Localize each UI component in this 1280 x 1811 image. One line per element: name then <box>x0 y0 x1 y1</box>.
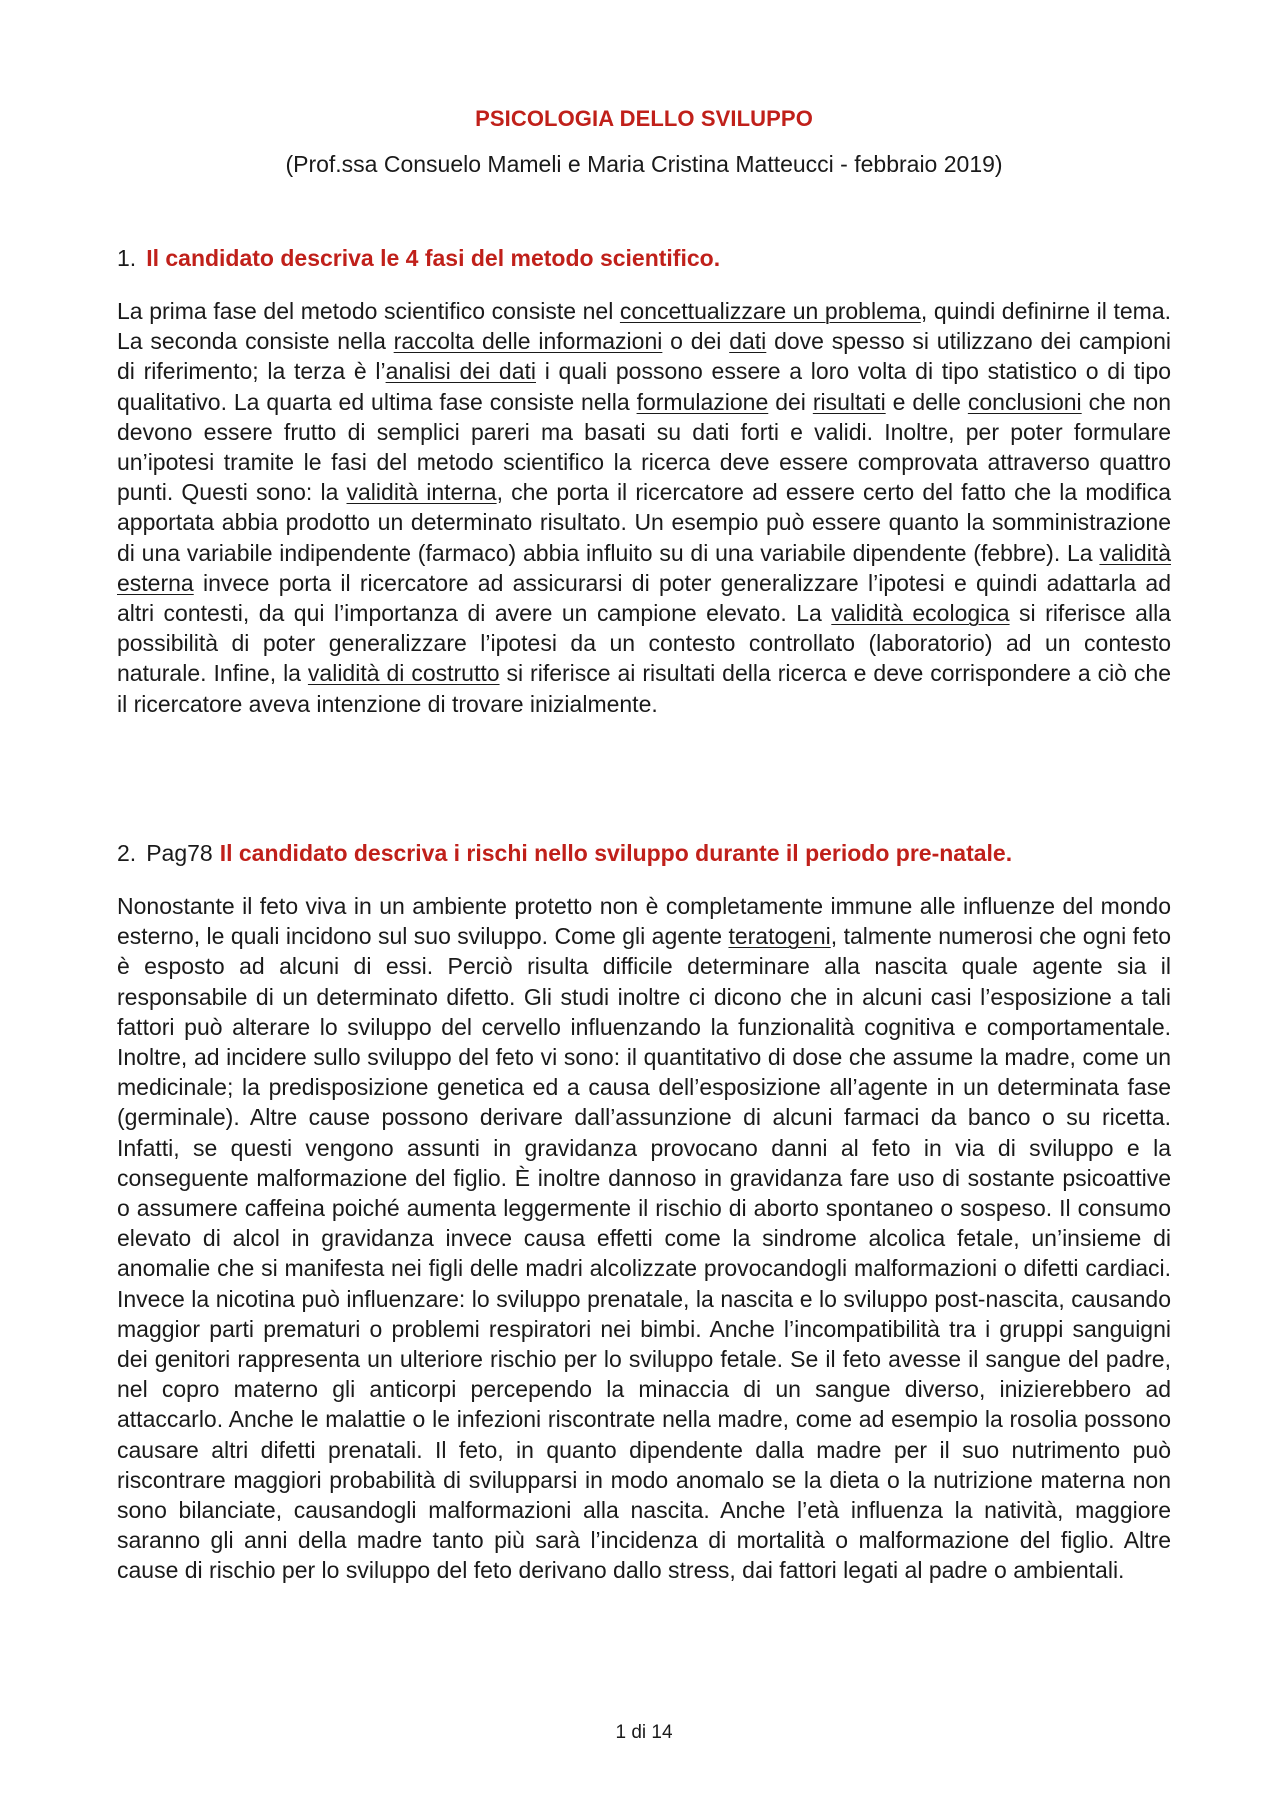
answer-1-text: che non devono essere frutto di semplici pareri ma basati su dati forti e validi. Inoltre, per poter formulare un’ipotesi tramite le fasi del metodo scientifico la ricerca deve essere comprovata attraverso quattro punti. Questi sono: la <box>117 388 1171 506</box>
question-1-heading <box>117 245 1171 272</box>
answer-1-text: si riferisce ai risultati della ricerca e deve corrispondere a ciò che il ricercatore aveva intenzione di trovare inizialmente. <box>117 660 1172 717</box>
answer-1-text: i quali possono essere a loro volta di tipo statistico o di tipo qualitativo. La quarta ed ultima fase consiste nella <box>117 358 1171 415</box>
answer-1-underline: validità ecologica <box>831 600 1010 627</box>
answer-2-underline: teratogeni <box>728 923 831 950</box>
answer-1-text: e delle <box>885 388 968 415</box>
answer-1-underline: concettualizzare un problema <box>619 298 921 324</box>
answer-1-text: La prima fase del metodo scientifico consiste nel <box>117 298 620 324</box>
answer-2-text: , talmente numerosi che ogni feto è esposto ad alcuni di essi. Perciò risulta difficile determinare alla nascita quale agente sia il responsabile di un determinato difetto. Gli studi inoltre ci dicono che in alcuni casi l’esposizione a tali fattori può alterare lo sviluppo del cervello influenzando la funzionalità cognitiva e comportamentale. Inoltre, ad incidere sullo sviluppo del feto vi sono: il quantitativo di dose che assume la madre, come un medicinale; la predisposizione genetica ed a causa dell’esposizione all’agente in un determinata fase (germinale). Altre cause possono derivare dall’assunzione di alcuni farmaci da banco o su ricetta. Infatti, se questi vengono assunti in gravidanza provocano danni al feto in via di sviluppo e la conseguente malformazione del figlio. È inoltre dannoso in gravidanza fare uso di sostante psicoattive o assumere caffeina poiché aumenta leggermente il rischio di aborto spontaneo o sospeso. Il consumo elevato di alcol in gravidanza invece causa effetti come la sindrome alcolica fetale, un’insieme di anomalie che si manifesta nei figli delle madri alcolizzate provocandogli malformazioni o difetti cardiaci. Invece la nicotina può influenzare: lo sviluppo prenatale, la nascita e lo sviluppo post-nascita, causando maggior parti prematuri o problemi respiratori nei bimbi. Anche l’incompatibilità tra i gruppi sanguigni dei genitori rappresenta un ulteriore rischio per lo sviluppo fetale. Se il feto avesse il sangue del padre, nel copro materno gli anticorpi percependo la minaccia di un sangue diverso, inizierebbero ad attaccarlo. Anche le malattie o le infezioni riscontrate nella madre, come ad esempio la rosolia possono causare altri difetti prenatali. Il feto, in quanto dipendente dalla madre per il suo nutrimento può riscontrare maggiori probabilità di svilupparsi in modo anomalo se la dieta o la nutrizione materna non sono bilanciate, causandogli malformazioni alla nascita. Anche l’età influenza la natività, maggiore saranno gli anni della madre tanto più sarà l’incidenza di mortalità o malformazione del figlio. Altre cause di rischio per lo sviluppo del feto derivano dallo stress, dai fattori legati al padre o ambientali. <box>117 923 1171 1584</box>
question-1-number: 1. <box>117 245 137 271</box>
answer-1-underline: validità di costrutto <box>307 660 500 687</box>
answer-1-paragraph <box>117 296 1171 719</box>
answer-1-underline: raccolta delle informazioni <box>393 328 663 355</box>
question-2-heading <box>117 840 1171 867</box>
answer-1-underline: risultati <box>812 388 886 415</box>
question-2-text: Il candidato descriva i rischi nello sviluppo durante il periodo pre-natale. <box>219 840 1013 866</box>
answer-1-underline: validità esterna <box>117 539 1171 596</box>
answer-1-text: dei <box>768 388 813 415</box>
answer-1-underline: dati <box>729 328 767 355</box>
answer-1-underline: analisi dei dati <box>385 358 536 385</box>
document-page <box>117 0 1171 1811</box>
answer-1-text: dove spesso si utilizzano dei campioni di riferimento; la terza è l’ <box>117 328 1171 385</box>
answer-1-text: , quindi definirne il tema. La seconda consiste nella <box>117 298 1171 355</box>
answer-1-underline: conclusioni <box>967 388 1082 415</box>
answer-1-text: si riferisce alla possibilità di poter generalizzare l’ipotesi da un contesto controllato (laboratorio) ad un contesto naturale. Infine, la <box>117 600 1171 687</box>
page-number: 1 di 14 <box>615 1722 673 1743</box>
answer-1-text: invece porta il ricercatore ad assicurarsi di poter generalizzare l’ipotesi e quindi adattarla ad altri contesti, da qui l’importanza di avere un campione elevato. La <box>117 569 1171 627</box>
answer-1-underline: formulazione <box>636 388 769 415</box>
answer-1-text: o dei <box>662 328 730 355</box>
answer-2-text: Nonostante il feto viva in un ambiente protetto non è completamente immune alle influenze del mondo esterno, le quali incidono sul suo sviluppo. Come gli agente <box>117 893 1171 950</box>
document-subtitle: (Prof.ssa Consuelo Mameli e Maria Cristina Matteucci - febbraio 2019) <box>285 151 1003 177</box>
question-1-text: Il candidato descriva le 4 fasi del metodo scientifico. <box>146 245 721 271</box>
answer-2-paragraph <box>117 891 1171 1586</box>
question-2-page-ref: Pag78 <box>146 840 213 866</box>
document-title: PSICOLOGIA DELLO SVILUPPO <box>475 106 813 131</box>
answer-1-text: , che porta il ricercatore ad essere certo del fatto che la modifica apportata abbia prodotto un determinato risultato. Un esempio può essere quanto la somministrazione di una variabile indipendente (farmaco) abbia influito su di una variabile dipendente (febbre). La <box>117 479 1172 566</box>
question-2-number: 2. <box>117 840 137 866</box>
answer-1-underline: validità interna <box>346 479 497 506</box>
